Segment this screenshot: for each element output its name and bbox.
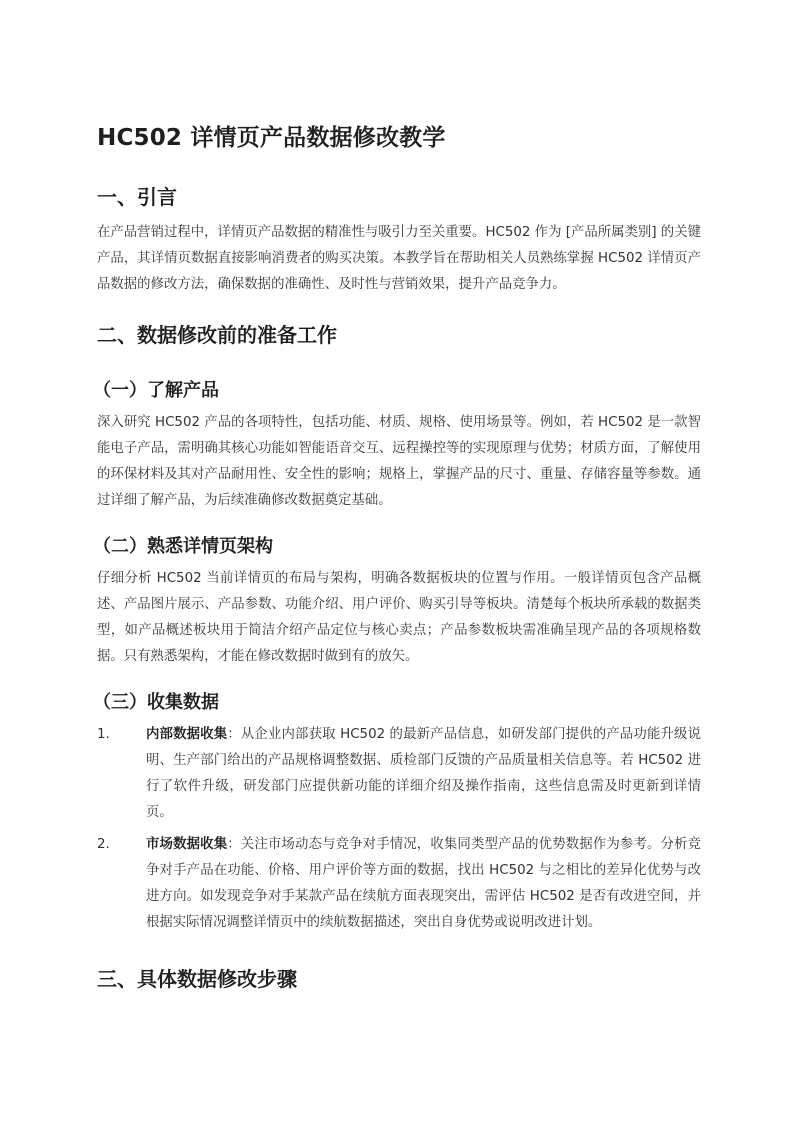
understand-product-paragraph: 深入研究 HC502 产品的各项特性，包括功能、材质、规格、使用场景等。例如，若 HC502 是一款智能电子产品，需明确其核心功能如智能语音交互、远程操控等的实现原理与优势；材质方面，了解使用的环保材料及其对产品耐用性、安全性的影响；规格上，掌握产品的尺寸、重量、存储容量等参数。通过详细了解产品，为后续准确修改数据奠定基础。 [97, 415, 701, 508]
section-heading-steps: 三、具体数据修改步骤 [97, 967, 297, 991]
list-item [97, 722, 701, 826]
list-item-number: 1. [97, 727, 110, 742]
subheading-understand-product: （一）了解产品 [93, 380, 219, 401]
list-item-text: ：关注市场动态与竞争对手情况，收集同类型产品的优势数据作为参考。分析竞争对手产品在功能、价格、用户评价等方面的数据，找出 HC502 与之相比的差异化优势与改进方向。如发现竞争对手某款产品在续航方面表现突出，需评估 HC502 是否有改进空间，并根据实际情况调整详情页中的续航数据描述，突出自身优势或说明改进计划。 [146, 837, 702, 930]
list-item-text: ：从企业内部获取 HC502 的最新产品信息，如研发部门提供的产品功能升级说明、生产部门给出的产品规格调整数据、质检部门反馈的产品质量相关信息等。若 HC502 进行了软件升级，研发部门应提供新功能的详细介绍及操作指南，这些信息需及时更新到详情页。 [146, 727, 702, 820]
subheading-page-architecture: （二）熟悉详情页架构 [93, 536, 273, 557]
subheading-collect-data: （三）收集数据 [93, 692, 219, 713]
list-item-label: 内部数据收集 [146, 727, 228, 742]
list-item-label: 市场数据收集 [146, 837, 228, 852]
section-heading-intro: 一、引言 [97, 185, 177, 209]
intro-paragraph: 在产品营销过程中，详情页产品数据的精准性与吸引力至关重要。HC502 作为 [产品所属类别] 的关键产品，其详情页数据直接影响消费者的购买决策。本教学旨在帮助相关人员熟练掌握 HC502 详情页产品数据的修改方法，确保数据的准确性、及时性与营销效果，提升产品竞争力。 [97, 225, 701, 292]
document-title: HC502 详情页产品数据修改教学 [97, 125, 446, 151]
list-item-body [146, 722, 701, 826]
list-item [97, 832, 701, 936]
section-heading-preparation: 二、数据修改前的准备工作 [97, 323, 337, 347]
collect-data-list [97, 722, 701, 936]
list-item-number: 2. [97, 837, 110, 852]
document-page [93, 118, 702, 1002]
page-architecture-paragraph: 仔细分析 HC502 当前详情页的布局与架构，明确各数据板块的位置与作用。一般详情页包含产品概述、产品图片展示、产品参数、功能介绍、用户评价、购买引导等板块。清楚每个板块所承载的数据类型，如产品概述板块用于简洁介绍产品定位与核心卖点；产品参数板块需准确呈现产品的各项规格数据。只有熟悉架构，才能在修改数据时做到有的放矢。 [97, 571, 701, 664]
list-item-body [146, 832, 701, 936]
